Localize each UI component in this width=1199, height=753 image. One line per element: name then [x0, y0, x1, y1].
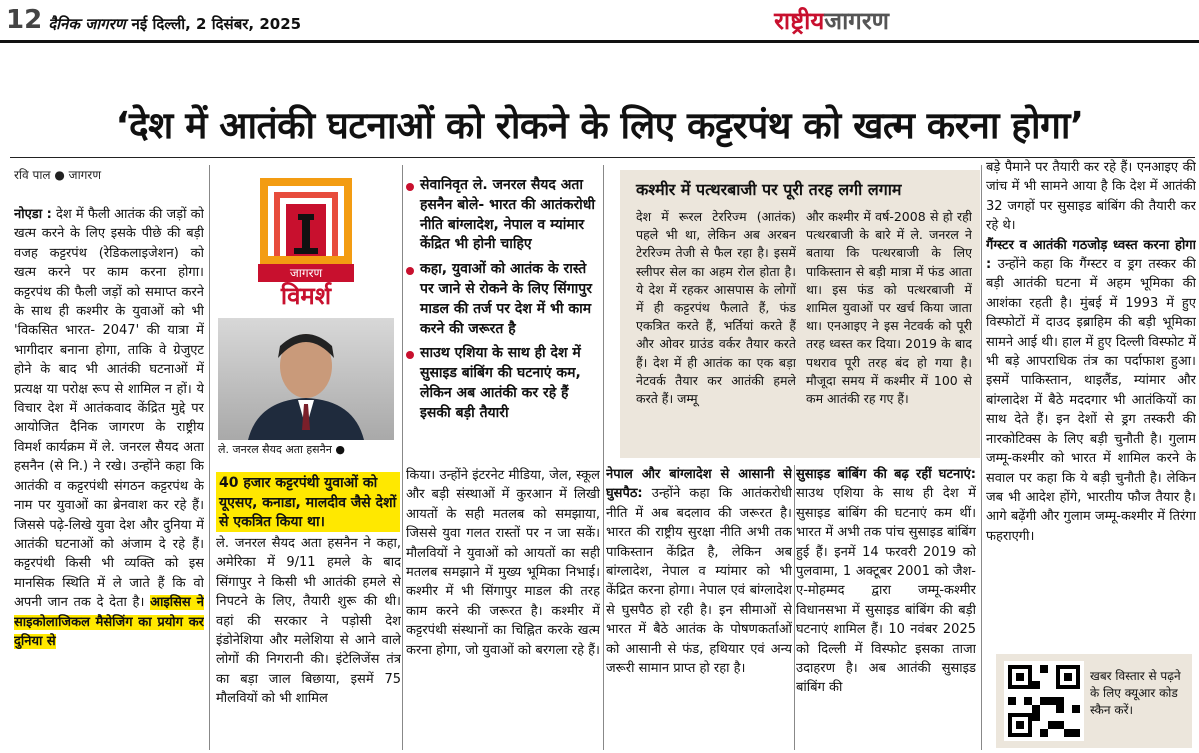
col1-text: देश में फैली आतंक की जड़ों को खत्म करने के लिए इसके पीछे की बड़ी वजह कट्टरपंथ (रेडिकलाइजेशन) को खत्म करने पर काम करना होगा। कट्टरपंथ की फैली जड़ों को समाप्त करने के साथ ही कश्मीर के युवाओं को भी 'विकसित भारत- 2047' की यात्रा में भागीदार बनाना होगा, ताकि वे ग्रेजुएट होने के बाद भी आतंकी घटनाओं में प्रत्यक्ष या परोक्ष रूप से शामिल न हों। ये विचार देश में आतंकवाद केंद्रित मुद्दे पर आयोजित दैनिक जागरण के राष्ट्रीय विमर्श कार्यक्रम में ले. जनरल सैयद अता हसनैन (से नि.) ने रखे। उन्होंने कहा कि आतंकी व कट्टरपंथी संगठन कट्टरपंथ के नाम पर युवाओं का ब्रेनवाश कर रहे हैं। जिससे पढ़े-लिखे युवा देश और दुनिया में आतंकी घटनाओं को अंजाम दे रहे हैं। कट्टरपंथी किसी भी व्यक्ति को इस मानसिक स्थिति में ले जाते हैं कि वो अपनी जान तक दे देता है।	[14, 207, 204, 611]
col5-text: साउथ एशिया के साथ ही देश में सुसाइड बांबिंग की घटनाएं कम थीं। भारत में अभी तक पांच सुसाइड बांबिंग हुई हैं। इनमें 14 फरवरी 2019 को पुलवामा, 1 अक्टूबर 2001 को जैश-ए-मोहम्मद द्वारा जम्मू-कश्मीर विधानसभा में सुसाइड बांबिंग की बड़ी घटनाएं शामिल हैं। 10 नवंबर 2025 को दिल्ली में विस्फोट इसका ताजा उदाहरण है। अब आतंकी सुसाइड बांबिंग की	[796, 486, 976, 696]
qr-caption: खबर विस्तार से पढ़ने के लिए क्यूआर कोड स्कैन करें।	[1090, 669, 1181, 717]
key-point: साउथ एशिया के साथ ही देश में सुसाइड बांबिंग की घटनाएं कम, लेकिन अब आतंकी कर रहे हैं इसकी बड़ी तैयारी	[406, 344, 600, 423]
box-title: कश्मीर में पत्थरबाजी पर पूरी तरह लगी लगाम	[636, 180, 902, 199]
subhead: सुसाइड बांबिंग की बढ़ रहीं घटनाएं:	[796, 467, 976, 482]
edition-suffix: जागरण	[824, 6, 889, 35]
key-point: कहा, युवाओं को आतंक के रास्ते पर जाने से रोकने के लिए सिंगापुर माडल की तर्ज पर देश में भी काम करने की जरूरत है	[406, 260, 600, 339]
edition-prefix: राष्ट्रीय	[774, 6, 825, 35]
location-date: नई दिल्ली, 2 दिसंबर, 2025	[131, 15, 302, 33]
highlight-quote: 40 हजार कट्टरपंथी युवाओं को यूएसए, कनाडा, मालदीव जैसे देशों से एकत्रित किया था।	[216, 472, 400, 532]
page-number: 12	[6, 5, 43, 35]
divider	[794, 465, 795, 750]
paper-name: दैनिक जागरण	[48, 15, 126, 33]
col4-text: उन्होंने कहा कि आतंकरोधी नीति में अब बदलाव की जरूरत है। भारत की राष्ट्रीय सुरक्षा नीति अभी तक पाकिस्तान केंद्रित है, लेकिन अब बांग्लादेश, नेपाल व म्यांमार को भी केंद्रित करना होगा। नेपाल एवं बांग्लादेश से घुसपैठ हो रही है। इन सीमाओं से भारत में बैठे आतंक के पोषणकर्ताओं को आसानी से फंड, हथियार एवं अन्य जरूरी सामान प्राप्त हो रहा है।	[606, 486, 792, 677]
divider	[402, 165, 403, 750]
col1-highlight: आइसिस ने साइकोलाजिकल मैसेजिंग का प्रयोग कर दुनिया से	[14, 595, 204, 649]
divider	[603, 165, 604, 750]
box-col-2: और कश्मीर में वर्ष-2008 से हो रही पत्थरबाजी के बारे में ले. जनरल ने बताया कि पत्थरबाजी के लिए पाकिस्तान से बड़ी मात्रा में फंड आता था। इस फंड को पत्थरबाजी में शामिल युवाओं पर खर्च किया जाता था। एनआइए ने इस नेटवर्क को पूरी तरह ध्वस्त कर दिया। 2019 के बाद पथराव पूरी तरह बंद हो गया है। मौजूदा समय में कश्मीर में 100 से कम आतंकी रह गए हैं।	[806, 209, 972, 407]
divider	[981, 165, 982, 750]
article-col-3: किया। उन्होंने इंटरनेट मीडिया, जेल, स्कूल और बड़ी संस्थाओं में कुरआन में लिखी आयतों के सही मतलब को समझाया, जिससे युवा गलत रास्तों पर न जा सकें। मौलवियों ने युवाओं को आयतों का सही मतलब समझाने में मुख्य भूमिका निभाई। कश्मीर में भी सिंगापुर माडल की तरह काम करने की जरूरत है। कश्मीर में कट्टरपंथी संस्थानों का चिह्नित करके खत्म करना होगा, जो युवाओं को बरगला रहे हैं।	[406, 468, 600, 658]
logo-brand: जागरण	[289, 266, 323, 280]
col6-text-1: बड़े पैमाने पर तैयारी कर रहे हैं। एनआइए की जांच में भी सामने आया है कि देश में आतंकी 32 जगहों पर सुसाइड बांबिंग की तैयारी कर रहे थे।	[986, 160, 1196, 234]
headline: ‘देश में आतंकी घटनाओं को रोकने के लिए कट्टरपंथ को खत्म करना होगा’	[115, 104, 1084, 147]
divider	[209, 165, 210, 750]
key-points	[406, 176, 600, 429]
box-col-1: देश में रूरल टेररिज्म (आतंक) पहले भी था, लेकिन अब अरबन टेररिज्म तेजी से फैल रहा है। इसमें स्लीपर सेल का अहम रोल होता है। ये देश में रहकर आसपास के लोगों में ही कट्टरपंथ फैलाते हैं, फंड एकत्रित करते हैं, भर्तियां करते हैं और ओवर ग्राउंड वर्कर तैयार करते हैं। देश में ही आतंक का एक बड़ा नेटवर्क तैयार कर आतंकी हमले करते हैं। जम्मू	[636, 209, 796, 407]
article-col-2: ले. जनरल सैयद अता हसनैन ने कहा, अमेरिका में 9/11 हमले के बाद सिंगापुर ने किसी भी आतंकी हमले से निपटने के लिए, तैयारी शुरू की थी। वहां की सरकार ने पड़ोसी देश इंडोनेशिया और मलेशिया से आने वाले लोगों की निगरानी की। इंटेलिजेंस तंत्र का बड़ा जाल बिछाया, इसमें 75 मौलवियों को भी शामिल	[216, 536, 401, 707]
subhead: गैंग्स्टर व आतंकी गठजोड़ ध्वस्त करना होगा :	[986, 237, 1196, 273]
byline: रवि पाल ● जागरण	[14, 168, 102, 182]
article-col-6	[986, 158, 1196, 650]
masthead-left	[6, 4, 301, 34]
speaker-photo	[218, 318, 394, 440]
subhead: नेपाल और बांग्लादेश से आसानी से घुसपैठ:	[606, 467, 792, 502]
photo-caption: ले. जनरल सैयद अता हसनैन ●	[218, 443, 345, 456]
masthead-rule	[0, 40, 1199, 43]
key-point: सेवानिवृत ले. जनरल सैयद अता हसनैन बोले- भारत की आतंकरोधी नीति बांग्लादेश, नेपाल व म्यांमार केंद्रित भी होनी चाहिए	[406, 176, 600, 255]
article-col-5	[796, 465, 976, 750]
logo-title: विमर्श	[280, 282, 332, 310]
col6-text-2: उन्होंने कहा कि गैंग्स्टर व ड्रग तस्कर की बड़ी आतंकी घटना में अहम भूमिका की आशंका रहती है। मुंबई में 1993 में हुए विस्फोटों में दाउद इब्राहिम की बड़ी भूमिका सामने आई थी। हाल में हुए दिल्ली विस्फोट में भी बड़े आपराधिक तंत्र का पर्दाफाश हुआ। इसमें पाकिस्तान, थाइलैंड, म्यांमार और बांग्लादेश में बैठे मददगार भी आतंकियों का साथ देते हैं। इन देशों से ड्रग तस्करी की नारकोटिक्स के लिए बड़ी चुनौती है। गुलाम जम्मू-कश्मीर को भारत में शामिल करने के सवाल पर कहा कि ये बड़ी चुनौती है। लेकिन जब भी आदेश होंगे, भारतीय फौज तैयार है। आगे बढ़ेंगी और गुलाम जम्मू-कश्मीर में तिरंगा फहराएगी।	[986, 257, 1196, 544]
edition-title	[774, 4, 889, 37]
article-col-4	[606, 465, 792, 750]
dateline: नोएडा :	[14, 207, 52, 222]
qr-code-icon[interactable]	[1004, 661, 1084, 741]
vimarsh-logo	[218, 172, 394, 312]
article-col-1	[14, 205, 204, 750]
